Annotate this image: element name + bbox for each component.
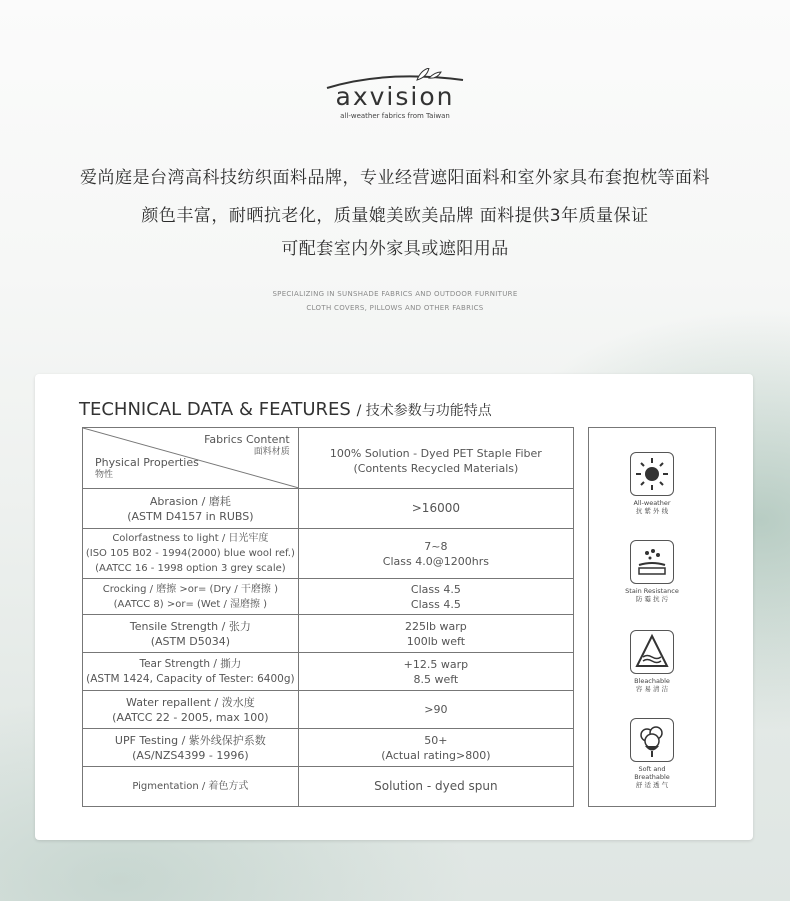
- intro-line-2: 颜色丰富，耐晒抗老化，质量媲美欧美品牌 面料提供3年质量保证: [141, 206, 649, 226]
- spec-table: [82, 427, 574, 807]
- features-column: [588, 427, 716, 807]
- intro-en-2: CLOTH COVERS, PILLOWS AND OTHER FABRICS: [306, 304, 484, 312]
- intro-line-1: 爱尚庭是台湾高科技纺织面料品牌，专业经营遮阳面料和室外家具布套抱枕等面料: [80, 168, 710, 188]
- property-cell: Tensile Strength / 张力 (ASTM D5034): [83, 615, 299, 653]
- feature-all-weather: All-weather 抗 紫 外 线: [589, 452, 715, 515]
- header-value-line2: (Contents Recycled Materials): [353, 462, 519, 475]
- header-value-line1: 100% Solution - Dyed PET Staple Fiber: [329, 447, 542, 460]
- technical-data-card: [35, 374, 753, 840]
- intro-line-3: 可配套室内外家具或遮阳用品: [281, 239, 509, 259]
- table-row: [83, 615, 574, 653]
- table-row: [83, 653, 574, 691]
- table-row: [83, 691, 574, 729]
- spec-header-row: [83, 428, 574, 489]
- table-row: [83, 489, 574, 529]
- property-cell: Colorfastness to light / 日光牢度 (ISO 105 B02 - 1994(2000) blue wool ref.) (AATCC 16 - 1998 option 3 grey scale): [83, 529, 299, 579]
- value-cell: >16000: [298, 489, 573, 529]
- header-physical: Physical Properties: [95, 456, 199, 469]
- value-cell: 225lb warp 100lb weft: [298, 615, 573, 653]
- intro-en-1: SPECIALIZING IN SUNSHADE FABRICS AND OUTDOOR FURNITURE: [272, 290, 518, 298]
- value-cell: +12.5 warp 8.5 weft: [298, 653, 573, 691]
- property-cell: Tear Strength / 撕力 (ASTM 1424, Capacity of Tester: 6400g): [83, 653, 299, 691]
- value-cell: Solution - dyed spun: [298, 767, 573, 807]
- value-cell: Class 4.5 Class 4.5: [298, 579, 573, 615]
- bleachable-icon: [630, 630, 674, 674]
- property-cell: Crocking / 磨擦 >or= (Dry / 干磨擦 ) (AATCC 8) >or= (Wet / 湿磨擦 ): [83, 579, 299, 615]
- property-cell: UPF Testing / 紫外线保护系数 (AS/NZS4399 - 1996): [83, 729, 299, 767]
- stain-resistance-icon: [630, 540, 674, 584]
- table-row: [83, 729, 574, 767]
- brand-name: axvision: [335, 82, 455, 111]
- brand-tagline: all-weather fabrics from Taiwan: [340, 112, 450, 120]
- header-fabric-content: Fabrics Content: [204, 433, 290, 446]
- value-cell: 50+ (Actual rating>800): [298, 729, 573, 767]
- property-cell: Pigmentation / 着色方式: [83, 767, 299, 807]
- sun-icon: [630, 452, 674, 496]
- card-title-en: TECHNICAL DATA & FEATURES: [79, 399, 351, 420]
- spec-header-diagonal-cell: [83, 428, 299, 489]
- value-cell: >90: [298, 691, 573, 729]
- feature-bleachable: Bleachable 容 易 清 洁: [589, 630, 715, 693]
- header-physical-cn: 物性: [95, 470, 114, 480]
- feature-soft-breathable: Soft and Breathable 舒 适 透 气: [589, 718, 715, 789]
- property-cell: Abrasion / 磨耗 (ASTM D4157 in RUBS): [83, 489, 299, 529]
- table-row: [83, 767, 574, 807]
- table-row: [83, 529, 574, 579]
- feature-stain-resistance: Stain Resistance 防 霉 抗 污: [589, 540, 715, 603]
- brand-logo: [305, 60, 485, 125]
- spec-header-value-cell: [298, 428, 573, 489]
- card-title-cn: / 技术参数与功能特点: [356, 403, 492, 419]
- table-row: [83, 579, 574, 615]
- property-cell: Water repallent / 泼水度 (AATCC 22 - 2005, max 100): [83, 691, 299, 729]
- cotton-icon: [630, 718, 674, 762]
- card-title: [79, 399, 492, 420]
- header-fabric-content-cn: 面料材质: [253, 447, 290, 457]
- value-cell: 7~8 Class 4.0@1200hrs: [298, 529, 573, 579]
